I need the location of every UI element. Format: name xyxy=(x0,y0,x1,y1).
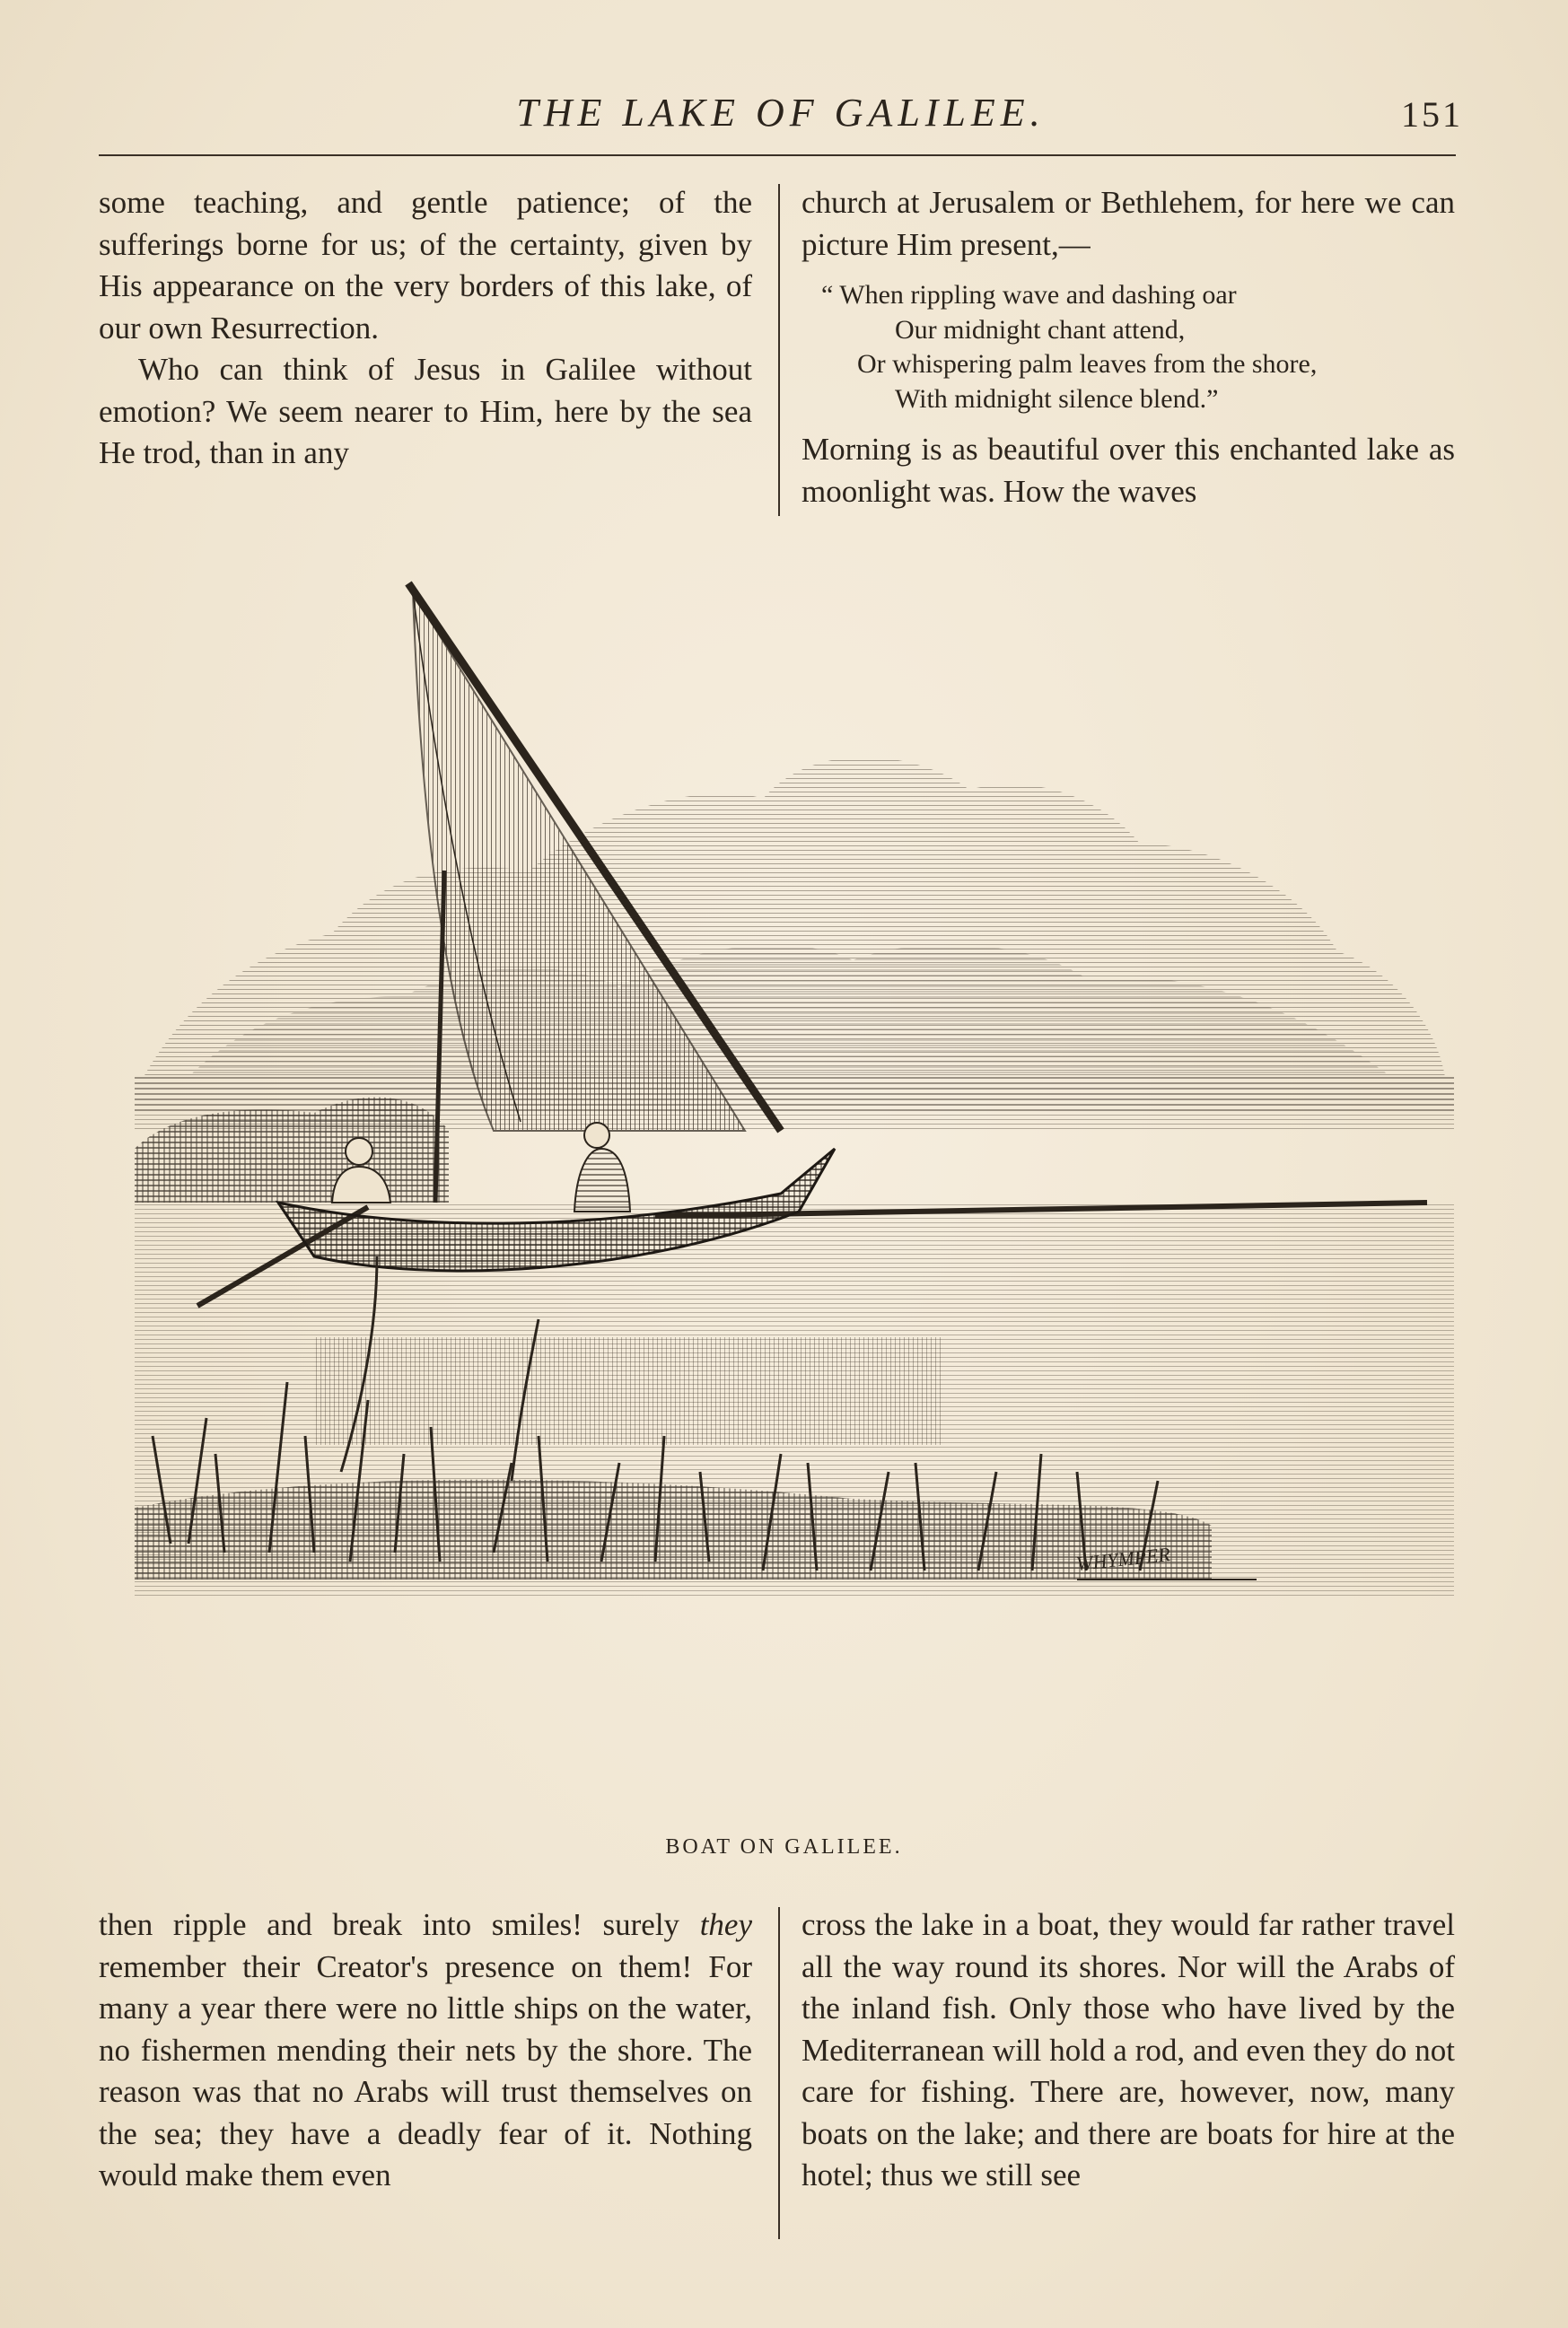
verse-line: Our midnight chant attend, xyxy=(895,314,1186,345)
column-divider xyxy=(778,1907,780,2239)
emphasis: they xyxy=(699,1907,752,1942)
verse-line: “ When rippling wave and dashing oar xyxy=(821,280,1237,310)
verse-line: With midnight silence blend.” xyxy=(895,383,1219,414)
verse-line: Or whispering palm leaves from the shore, xyxy=(857,349,1318,379)
bottom-right-column xyxy=(802,1904,1455,2197)
header-rule xyxy=(99,154,1456,156)
engraver-signature: WHYMPER xyxy=(1074,1543,1172,1575)
helmsman-figure xyxy=(574,1123,630,1212)
column-divider xyxy=(778,184,780,516)
text-run: remember their Creator's presence on them! For many a year there were no little ships on the water, no fishermen mending their nets by the shore. The reason was that no Arabs will trust themselves on the sea; they have a deadly fear of it. Nothing would make them even xyxy=(99,1948,752,2192)
clouds xyxy=(144,757,1445,1077)
top-right-column xyxy=(802,182,1455,512)
paragraph: Morning is as beautiful over this enchanted lake as moonlight was. How the waves xyxy=(802,432,1455,509)
paragraph: Who can think of Jesus in Galilee without emotion? We seem nearer to Him, here by the sea He trod, than in any xyxy=(99,352,752,470)
page-number: 151 xyxy=(1401,94,1463,135)
running-title: THE LAKE OF GALILEE. xyxy=(516,91,1046,135)
text-run: then ripple and break into smiles! surely xyxy=(99,1907,700,1942)
paragraph: church at Jerusalem or Bethlehem, for here we can picture Him present,— xyxy=(802,185,1455,262)
top-left-column xyxy=(99,182,752,475)
bottom-left-column xyxy=(99,1904,752,2197)
running-head xyxy=(99,90,1463,144)
figure-caption: BOAT ON GALILEE. xyxy=(665,1835,903,1859)
boat-engraving xyxy=(135,574,1454,1822)
paragraph: cross the lake in a boat, they would far rather travel all the way round its shores. Nor will the Arabs of the inland fish. Only those who have lived by the Mediterranean will hold a rod, and even they do not care for fishing. There are, however, now, many boats on the lake; and there are boats for hire at the hotel; thus we still see xyxy=(802,1907,1455,2192)
paragraph: some teaching, and gentle patience; of the sufferings borne for us; of the certainty, given by His appearance on the very borders of this lake, of our own Resurrection. xyxy=(99,185,752,346)
paragraph xyxy=(99,1904,752,2197)
verse-quotation xyxy=(802,278,1455,416)
